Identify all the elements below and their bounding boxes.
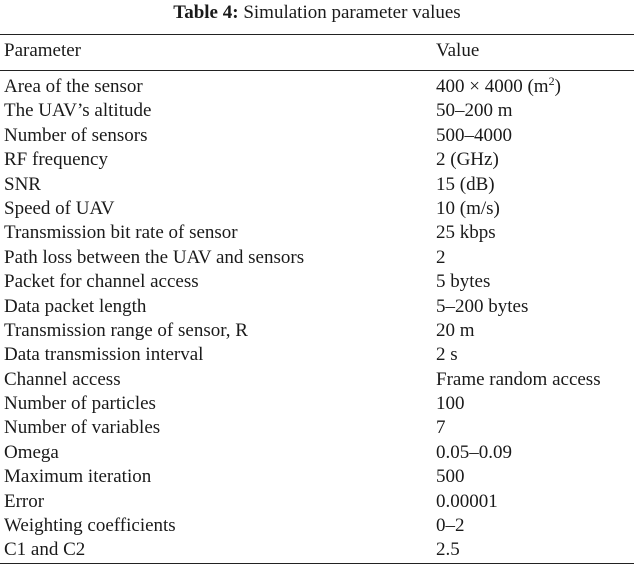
parameter-cell: The UAV’s altitude — [4, 100, 152, 122]
table-row — [0, 538, 634, 562]
table-body — [0, 75, 634, 563]
value-cell — [436, 197, 500, 221]
header-value: Value — [436, 40, 480, 61]
value-text: 5 bytes — [436, 271, 491, 293]
table-header-row — [0, 39, 634, 63]
parameter-cell: Error — [4, 490, 45, 512]
value-cell — [436, 392, 465, 416]
table-row — [0, 197, 634, 221]
value-cell — [436, 221, 496, 245]
value-text: 10 (m/s) — [436, 197, 500, 219]
value-text: 0.00001 — [436, 490, 498, 512]
value-text: 100 — [436, 393, 465, 415]
parameter-cell: Transmission bit rate of sensor — [4, 222, 238, 244]
parameter-cell: Path loss between the UAV and sensors — [4, 246, 305, 268]
table-caption-title: Simulation parameter values — [243, 2, 461, 23]
value-cell — [436, 124, 512, 148]
value-cell — [436, 538, 460, 562]
parameter-cell: SNR — [4, 173, 41, 195]
parameter-cell: Weighting coefficients — [4, 515, 176, 537]
value-cell — [436, 514, 465, 538]
parameter-cell: Maximum iteration — [4, 466, 152, 488]
table-row — [0, 514, 634, 538]
parameter-cell: Speed of UAV — [4, 197, 115, 219]
value-text: 2 s — [436, 344, 458, 366]
parameter-cell: Area of the sensor — [4, 76, 143, 97]
value-cell — [436, 99, 513, 123]
parameter-cell: Number of sensors — [4, 124, 148, 146]
table-row — [0, 270, 634, 294]
table-row — [0, 490, 634, 514]
top-rule — [0, 34, 634, 35]
table-row — [0, 295, 634, 319]
parameter-cell: C1 and C2 — [4, 539, 86, 561]
table-row — [0, 392, 634, 416]
value-text: 5–200 bytes — [436, 295, 529, 317]
value-text: Frame random access — [436, 368, 601, 390]
table-row — [0, 368, 634, 392]
value-cell — [436, 295, 528, 319]
table-row — [0, 99, 634, 123]
value-text: 500 — [436, 466, 465, 488]
value-cell — [436, 465, 465, 489]
table-row — [0, 124, 634, 148]
parameter-cell: Channel access — [4, 368, 121, 390]
header-parameter: Parameter — [4, 40, 82, 61]
parameter-cell: Data transmission interval — [4, 344, 204, 366]
value-cell — [436, 368, 601, 392]
value-cell — [436, 173, 495, 197]
value-text: 15 (dB) — [436, 173, 495, 195]
parameter-cell: Omega — [4, 441, 59, 463]
parameter-cell: RF frequency — [4, 149, 108, 171]
value-text: 7 — [436, 417, 446, 439]
parameter-cell: Packet for channel access — [4, 271, 199, 293]
table-row — [0, 148, 634, 172]
value-text: 2 — [436, 246, 446, 268]
parameter-cell: Data packet length — [4, 295, 147, 317]
table-row — [0, 173, 634, 197]
value-cell — [436, 416, 446, 440]
parameter-cell: Transmission range of sensor, R — [4, 319, 248, 341]
value-text: 400 × 4000 (m — [436, 76, 549, 97]
value-cell — [436, 246, 446, 270]
parameter-cell: Number of variables — [4, 417, 161, 439]
value-text: 2.5 — [436, 539, 460, 561]
table-row — [0, 75, 634, 99]
value-text: 20 m — [436, 319, 475, 341]
table-row — [0, 416, 634, 440]
value-cell — [436, 343, 458, 367]
value-text: 2 (GHz) — [436, 149, 499, 171]
table-row — [0, 319, 634, 343]
table-caption-label: Table 4: — [173, 2, 239, 23]
value-suffix: ) — [554, 76, 561, 97]
value-text: 0–2 — [436, 515, 465, 537]
value-cell — [436, 270, 490, 294]
table-row — [0, 465, 634, 489]
table-row — [0, 246, 634, 270]
header-rule — [0, 70, 634, 71]
value-cell — [436, 319, 475, 343]
table-row — [0, 441, 634, 465]
value-text: 500–4000 — [436, 124, 512, 146]
value-cell — [436, 75, 561, 99]
value-text: 0.05–0.09 — [436, 441, 512, 463]
value-cell — [436, 490, 498, 514]
value-cell — [436, 441, 512, 465]
value-cell — [436, 148, 499, 172]
table-caption — [0, 2, 634, 24]
bottom-rule — [0, 563, 634, 564]
table-row — [0, 343, 634, 367]
table-row — [0, 221, 634, 245]
parameter-cell: Number of particles — [4, 393, 156, 415]
value-text: 50–200 m — [436, 100, 513, 122]
value-superscript: 2 — [548, 74, 555, 88]
value-text: 25 kbps — [436, 222, 496, 244]
